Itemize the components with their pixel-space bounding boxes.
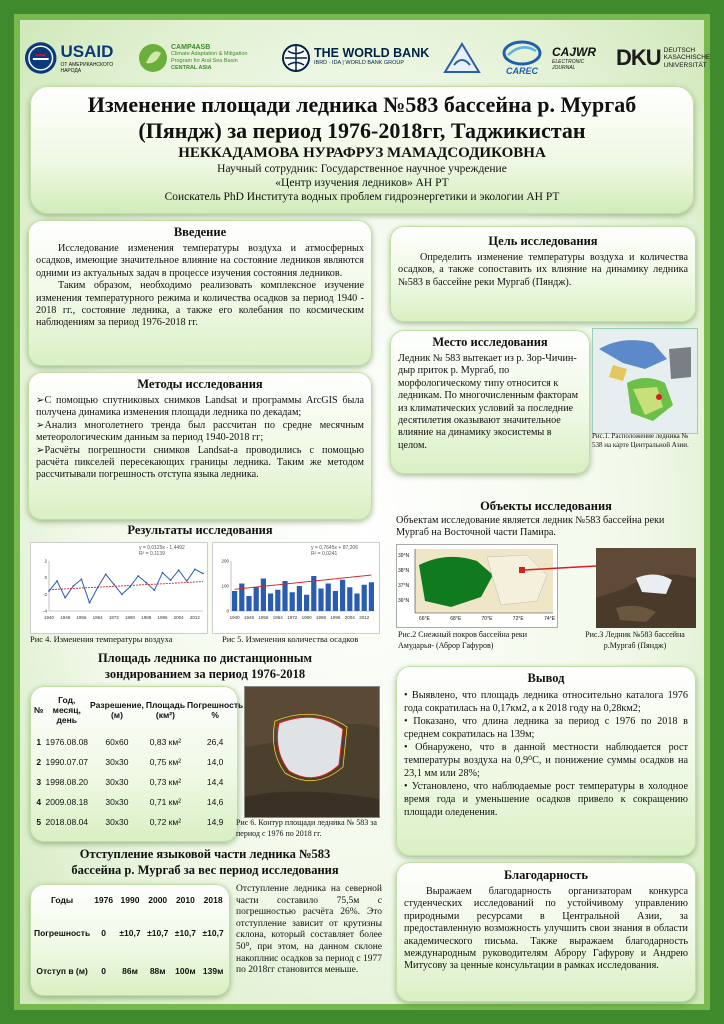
table-row [33,792,244,812]
conclusion-bullet-3: • Обнаружено, что в данной местности наблюдается рост температуры воздуха на 0,9⁰С, и понижение суммы осадков на 23,1 мм или 28%; [404,742,688,779]
area-cell: 3 [36,777,42,787]
conclusion-title: Вывод [527,671,565,685]
lat-label: 39°N [398,553,410,559]
glacier-contour-image [244,686,380,818]
table-row [33,752,244,772]
thanks-panel [396,862,696,1002]
area-header-cell: Площадь (км²) [145,700,186,720]
author-name: НЕККАДАМОВА НУРАФРУЗ МАМАДСОДИКОВНА [178,145,546,161]
place-text: Ледник № 583 вытекает из р. Зор-Чичин-дыр приток р. Мургаб, по морфологическому типу относится к ледникам. По многочисленным факторам из климатических условий за последние десятилетия оказывают значительное влияние на динамику экосистемы в целом. [398,353,579,451]
precipitation-bar [369,582,374,611]
usaid-subtext: ОТ АМЕРИКАНСКОГО НАРОДА [60,62,114,74]
precipitation-bar [261,579,266,612]
x-tick-label: 1964 [272,615,283,620]
x-tick-label: 2004 [173,615,184,620]
x-tick-label: 1948 [243,615,255,620]
retreat-header-cell: 2000 [148,895,168,905]
precipitation-bar [268,594,273,612]
usaid-logo [24,30,134,86]
area-cell: 4 [36,797,42,807]
retreat-header-row [33,886,227,914]
figure-2-caption: Рис.2 Снежный покров бассейна реки Амударья- (Аброр Гафуров) [398,630,528,650]
x-tick-label: 1996 [157,615,168,620]
area-cell: 30x30 [105,817,129,827]
temperature-point [202,573,204,575]
figure-3-caption: Рис.3 Ледник №583 бассейна р.Мургаб (Пяндж) [585,630,685,650]
intro-title: Введение [173,225,227,239]
area-cell: 0,72 км² [149,817,182,827]
precipitation-bar [340,580,345,611]
thanks-title: Благодарность [504,868,588,882]
x-tick-label: 1956 [76,615,87,620]
temperature-point [48,590,50,592]
temperature-point [137,575,139,577]
goal-title: Цель исследования [488,234,598,248]
retreat-cell: Погрешность [34,928,91,938]
dku-sub3: UNIVERSITÄT [663,61,707,69]
precipitation-bar [318,589,323,612]
retreat-header-cell: 1990 [120,895,140,905]
area-table-panel [30,686,244,842]
area-header-cell: Погрешность % [187,700,244,720]
temperature-chart [30,542,208,634]
affiliation-1: Научный сотрудник: Государственное научное учреждение [217,163,507,175]
temperature-point [121,593,123,595]
dku-sub2: KASACHISCHE [663,54,711,62]
conclusion-bullet-2: • Показано, что длина ледника за период с 1976 по 2018 в среднем сократилась на 139м; [404,716,688,740]
table-row [33,732,244,752]
retreat-title [30,846,380,878]
results-section [28,522,372,541]
dku-logo [616,30,711,86]
pointer-arrow [520,560,600,580]
camp-logo [138,30,284,86]
results-title: Результаты исследования [127,523,273,537]
carec-logo [494,30,550,86]
carec-swirl-icon [502,40,542,66]
y-tick-label: 0 [44,575,47,581]
area-cell: 14,6 [206,797,224,807]
lat-label: 37°N [398,583,410,589]
usaid-seal-icon [24,41,57,75]
area-cell: 2 [36,757,42,767]
precipitation-bar [333,591,338,611]
y-tick-label: -2 [42,591,47,597]
x-tick-label: 1988 [315,615,327,620]
x-tick-label: 1940 [43,615,55,620]
lon-label: 74°E [544,616,555,622]
precipitation-bar [304,595,309,611]
temperature-point [56,580,58,582]
methods-bullet-2: ➢Анализ многолетнего тренда был рассчитан по средне месячным метеорологическим данным за период 1940-2018 гг; [36,419,364,444]
dku-text: DKU [616,45,661,70]
area-table [33,688,244,832]
retreat-cell: Отступ в (м) [36,966,88,976]
intro-paragraph-1: Исследование изменения температуры воздуха и атмосферных осадков, имеющие значительное влияние на состояние ледников являются одними из актуальных задач в процессе изучения состояния ледников. [36,243,364,279]
globe-icon [282,44,310,72]
x-tick-label: 1956 [258,615,269,620]
temperature-point [81,578,83,580]
area-header-cell: № [34,705,44,715]
x-tick-label: 2012 [189,615,200,620]
area-title [30,650,380,682]
worldbank-subtext: IBRD · IDA | WORLD BANK GROUP [314,60,405,66]
mountain-triangle-icon [442,41,482,75]
glacier-photo-shapes [596,548,696,628]
retreat-title-line-1: Отступление языковой части ледника №583 [79,847,331,861]
methods-title: Методы исследования [137,377,263,391]
lon-label: 68°E [450,616,462,622]
retreat-text: Отступление ледника на северной части составило 75,5м с погрешностью расчёта 26%. Это отступление зависит от крутизны склона, который составляет более 50⁰, при этом, на данном склоне накоплнис осадков за период с 1977 по 2018гг становится меньше. [236,884,382,976]
temperature-point [162,572,164,574]
precipitation-bar [246,596,251,611]
retreat-header-cell: 2010 [175,895,195,905]
lat-label: 38°N [398,568,410,574]
glacier-photo [596,548,696,628]
area-cell: 0,71 км² [149,797,182,807]
area-cell: 1998.08.20 [45,777,89,787]
area-cell: 1976.08.08 [45,737,89,747]
precipitation-chart [212,542,380,634]
area-title-line-1: Площадь ледника по дистанционным [97,651,313,665]
location-map-image [592,328,698,434]
conclusion-bullet-1: • Выявлено, что площадь ледника относительно каталога 1976 года сократилась на 0,17км2, а к 2018 году на 0,28км2; [404,690,688,714]
x-tick-label: 1948 [60,615,71,620]
thanks-text: Выражаем благодарность организаторам конкурса студенческих исследований по устойчивому управлению природными ресурсами в Центральной Азии, за предоставленную возможность улучшить свои знания в области академического письма. Также выражаем благодарность международным руководителям Аброру Гафурову и Андрею Митусову за ценные консультации в рамках исследования. [404,886,688,972]
area-cell: 14,9 [206,817,224,827]
y-tick-label: 200 [221,558,229,564]
y-tick-label: 2 [44,558,47,564]
retreat-cell: ±10,7 [147,928,169,938]
chart4-r2: R² = 0,1139 [139,551,165,557]
dku-sub1: DEUTSCH [663,46,696,54]
area-title-line-2: зондированием за период 1976-2018 [104,667,306,681]
retreat-table [33,886,227,990]
worldbank-logo [282,30,442,86]
area-cell: 2018.08.04 [45,817,89,827]
retreat-cell: 0 [101,928,107,938]
area-cell: 14,4 [206,777,224,787]
area-cell: 30x30 [105,777,129,787]
place-title: Место исследования [432,335,548,349]
camp-sub3: CENTRAL ASIA [171,65,212,71]
figure-1-caption: Рис.1. Расположение ледника № 538 на карте Центральной Азии. [592,432,689,449]
x-tick-label: 2004 [344,615,355,620]
x-tick-label: 1940 [229,615,240,620]
x-tick-label: 1996 [330,615,341,620]
objects-text: Объектам исследование является ледник №583 бассейна реки Мургаб на Восточной части Памира. [396,515,665,539]
retreat-cell: 0 [101,966,107,976]
temperature-point [105,573,107,575]
precipitation-bar [347,587,352,611]
temperature-point [72,585,74,587]
area-cell: 26,4 [206,737,224,747]
camp-leaf-icon [138,43,168,73]
table-row [33,914,227,952]
carec-text: CAREC [505,66,538,76]
area-header-cell: Год, месяц, день [52,695,81,725]
affiliation-2: «Центр изучения ледников» АН РТ [275,177,449,189]
retreat-cell: 86м [122,966,138,976]
map-lon-labels [419,616,555,622]
retreat-cell: ±10,7 [174,928,197,938]
goal-text: Определить изменение температуры воздуха и количества осадков, а также сопоставить их влияние на динамику ледника №583 в бассейне реки Мургаб (Пяндж). [398,252,688,288]
worldbank-text: THE WORLD BANK [314,46,430,60]
title-line-1: Изменение площади ледника №583 бассейна р. Мургаб [87,92,637,117]
table-row [33,812,244,832]
lon-label: 70°E [481,616,493,622]
cajwr-logo [552,30,614,86]
retreat-cell: 100м [175,966,196,976]
snow-cover-map-shapes [397,545,557,627]
lon-label: 72°E [512,616,524,622]
precipitation-bar [239,584,244,612]
institute-logo [442,30,492,86]
retreat-cell: ±10,7 [202,928,224,938]
intro-panel [28,220,372,366]
chart5-r2: R² = 0,0241 [311,551,338,557]
temperature-point [129,586,131,588]
temperature-point [194,568,196,570]
poster-title [30,92,694,144]
area-cell: 0,75 км² [149,757,182,767]
precipitation-bar [354,594,359,612]
area-cell: 5 [36,817,42,827]
temperature-point [170,579,172,581]
precipitation-bar [297,586,302,611]
retreat-title-line-2: бассейна р. Мургаб за вес период исследования [71,863,339,877]
methods-panel [28,372,372,520]
affiliation-3: Соискатель PhD Института водных проблем гидроэнергетики и экологии АН РТ [164,191,560,203]
cajwr-text: CAJWR [552,45,596,59]
area-cell: 2009.08.18 [45,797,89,807]
precipitation-bar [362,585,367,611]
camp-sub1: Climate Adaptation & Mitigation [171,51,248,57]
retreat-header-cell: 2018 [203,895,223,905]
area-cell: 0,73 км² [149,777,182,787]
snow-cover-map [396,544,558,628]
conclusion-panel [396,666,696,856]
objects-section [396,498,696,540]
area-cell: 1990.07.07 [45,757,89,767]
precipitation-bar [275,590,280,611]
x-tick-label: 2012 [359,615,370,620]
area-header-cell: Разрешение, (м) [90,700,144,720]
retreat-cell: 139м [202,966,224,976]
title-line-2: (Пяндж) за период 1976-2018гг, Таджикистан [138,118,586,143]
precipitation-bar [290,592,295,611]
y-tick-label: 100 [221,583,229,589]
x-tick-label: 1980 [125,615,136,620]
camp-sub2: Program for Aral Sea Basin [171,58,238,64]
y-tick-label: -4 [42,608,47,614]
precipitation-bar [282,581,287,611]
location-map-shapes [593,329,697,433]
table-row [33,952,227,990]
area-cell: 60x60 [105,737,129,747]
usaid-text: USAID [60,42,114,61]
goal-panel [390,226,696,322]
temperature-point [178,569,180,571]
table-row [33,772,244,792]
lat-label: 36°N [398,598,410,604]
x-tick-label: 1988 [141,615,152,620]
temperature-point [64,597,66,599]
intro-paragraph-2: Таким образом, необходимо реализовать комплексное изучение изменения температурного режима и количества осадков за период 1940 - 2018 гг., состояние ледника, а также его колебания по космическим наблюдениям за период 1976-2018 гг. [36,280,364,329]
precipitation-trend-line [235,575,372,589]
lon-label: 66°E [419,616,430,622]
area-table-header [33,688,244,732]
retreat-header-cell: 1976 [94,895,114,905]
objects-title: Объекты исследования [480,499,612,513]
temperature-point [186,580,188,582]
temperature-point [145,582,147,584]
x-tick-label: 1980 [301,615,312,620]
area-cell: 0,83 км² [149,737,182,747]
retreat-cell: ±10,7 [119,928,141,938]
precipitation-bar [326,584,331,612]
area-cell: 30x30 [105,797,129,807]
temperature-series-line [49,569,203,602]
logo-bar [24,30,711,86]
methods-bullet-3: ➢Расчёты погрешности снимков Landsat-а проводились с помощью расчёта пикселей пересекающих границы ледника. Таким же методом рассчитывали погрешность отступа языка ледника. [36,444,364,481]
precipitation-bar [254,587,259,611]
glacier-contour-shapes [245,687,379,817]
camp-text: CAMP4ASB [171,44,211,51]
cajwr-subtext: ELECTRONIC JOURNAL [552,59,585,71]
area-cell: 30x30 [105,757,129,767]
x-tick-label: 1972 [287,615,298,620]
map-lat-labels [398,549,409,609]
temperature-point [113,583,115,585]
figure-5-caption: Рис 5. Изменения количества осадков [222,634,359,644]
temperature-point [153,589,155,591]
figure-4-caption: Рис 4. Изменения температуры воздуха [30,634,173,644]
retreat-table-panel [30,884,230,996]
retreat-header-cell: Годы [51,895,74,905]
temperature-point [89,602,91,604]
x-tick-label: 1964 [92,615,103,620]
precipitation-bar [232,591,237,611]
y-tick-label: 0 [226,608,229,614]
area-cell: 1 [36,737,42,747]
chart5-equation: y = 0,7645x + 87,206 [311,545,358,551]
methods-bullet-1: ➢С помощью спутниковых снимков Landsat и программы ArcGIS была получена динамика изменения площади ледника по декадам; [36,395,364,419]
figure-6-caption: Рис 6. Контур площади ледника № 583 за период с 1976 по 2018 гг. [236,818,377,838]
title-panel [30,86,694,214]
conclusion-bullet-4: • Установлено, что наблюдаемые рост температуры в холодное время года и уменьшение осадков привело к сокращению площади оледенения. [404,781,688,818]
retreat-cell: 88м [149,966,166,976]
chart4-equation: y = 0,0129x - 1,4492 [139,545,185,551]
place-panel [390,330,590,474]
area-cell: 14,0 [206,757,224,767]
x-tick-label: 1972 [108,615,119,620]
